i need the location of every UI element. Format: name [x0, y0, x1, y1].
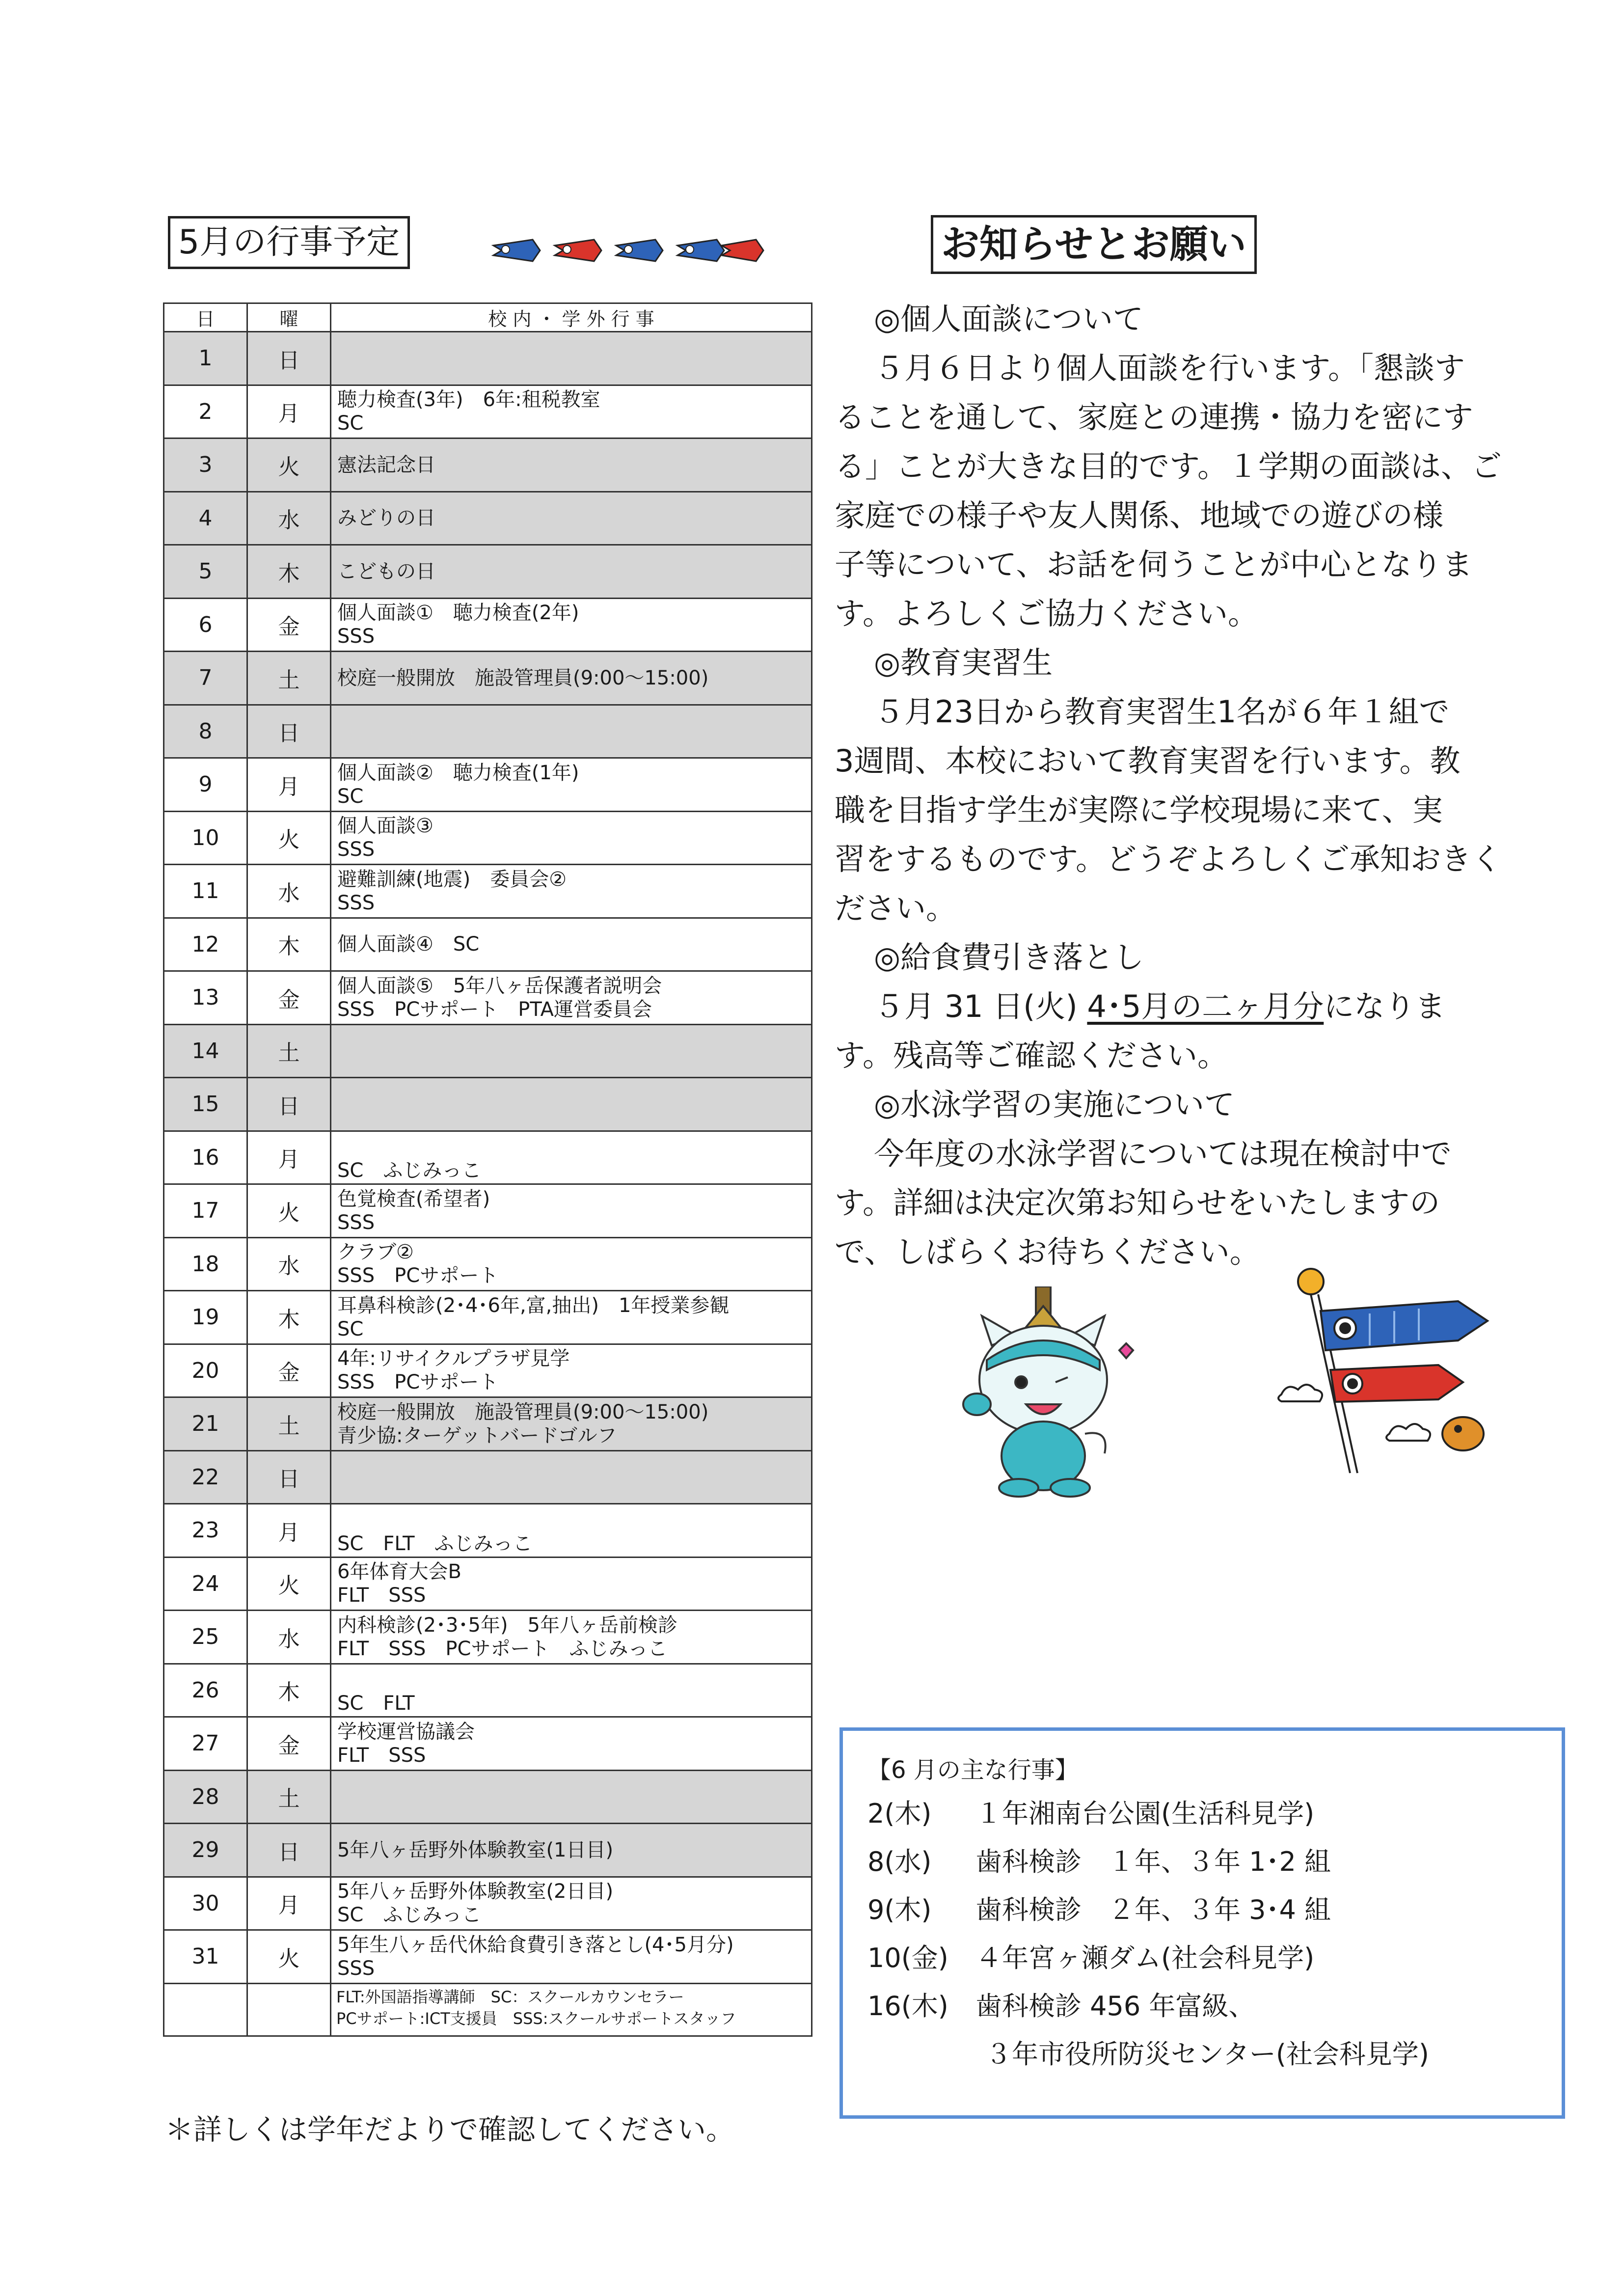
event-line: 個人面談④ SC — [337, 933, 480, 956]
weekday: 月 — [247, 1504, 331, 1558]
table-row — [164, 1237, 812, 1291]
text-line: ５月23日から教育実習生1名が６年１組で — [874, 694, 1450, 730]
weekday: 火 — [247, 1557, 331, 1611]
event-line: 4年:リサイクルプラザ見学 — [337, 1347, 570, 1370]
day-number: 23 — [164, 1504, 247, 1558]
table-row — [164, 1664, 812, 1717]
weekday: 火 — [247, 1184, 331, 1238]
event-line: FLT SSS PCサポート ふじみっこ — [337, 1637, 668, 1660]
june-event-text: ４年宮ヶ瀬ダム(社会科見学) — [975, 1942, 1315, 1973]
day-number: 5 — [164, 545, 247, 599]
event-cell — [331, 1824, 812, 1877]
event-line: FLT SSS — [337, 1744, 426, 1767]
event-line: SSS PCサポート — [337, 1371, 499, 1394]
table-row — [164, 1770, 812, 1824]
table-row — [164, 1557, 812, 1611]
weekday: 金 — [247, 1344, 331, 1397]
table-row — [164, 758, 812, 812]
weekday: 木 — [247, 1664, 331, 1717]
day-number: 2 — [164, 385, 247, 438]
event-cell — [331, 1131, 812, 1184]
event-line: SSS — [337, 891, 375, 914]
event-cell — [331, 1877, 812, 1930]
event-line: 個人面談③ — [337, 815, 433, 838]
event-cell — [331, 1504, 812, 1558]
weekday: 水 — [247, 865, 331, 918]
day-number: 28 — [164, 1770, 247, 1824]
event-line: SC — [337, 412, 364, 435]
table-row — [164, 1291, 812, 1344]
event-line: 学校運営協議会 — [337, 1720, 475, 1743]
table-row — [164, 1611, 812, 1664]
table-row — [164, 545, 812, 599]
legend-line: FLT:外国語指導講師 SC：スクールカウンセラー — [336, 1987, 684, 2006]
event-cell — [331, 492, 812, 545]
koinobori-illustration-icon — [1272, 1267, 1527, 1512]
notice-paragraph-student-teacher — [835, 687, 1502, 933]
text-line: す。よろしくご協力ください。 — [835, 596, 1259, 631]
schedule-rows — [164, 332, 812, 2036]
notice-heading-interview: ◎個人面談について — [874, 301, 1143, 337]
event-cell — [331, 1770, 812, 1824]
day-number: 27 — [164, 1717, 247, 1771]
day-number: 1 — [164, 332, 247, 385]
day-number: 7 — [164, 652, 247, 705]
text-line: ることを通して、家庭との連携・協力を密にす — [835, 399, 1473, 435]
event-line: 個人面談② 聴力検査(1年) — [337, 761, 579, 784]
text-line: ５月６日より個人面談を行います。「懇談す — [874, 350, 1465, 386]
notice-paragraph-lunch-fee — [835, 982, 1492, 1080]
weekday: 金 — [247, 598, 331, 652]
text-line: 子等について、お話を伺うことが中心となりま — [835, 547, 1473, 582]
table-row — [164, 1024, 812, 1078]
weekday: 土 — [247, 1770, 331, 1824]
event-cell — [331, 1397, 812, 1451]
june-event-text: 歯科検診 ２年、３年 3･4 組 — [975, 1894, 1331, 1925]
day-number: 26 — [164, 1664, 247, 1717]
event-cell — [331, 1611, 812, 1664]
event-cell — [331, 385, 812, 438]
event-line: 6年体育大会B — [337, 1560, 461, 1584]
text-span: ５月 31 日(火) — [874, 988, 1087, 1024]
table-row — [164, 705, 812, 758]
calendar-title: 5月の行事予定 — [168, 216, 410, 269]
table-row — [164, 492, 812, 545]
table-row — [164, 385, 812, 438]
event-line: クラブ② — [337, 1241, 414, 1264]
text-span: になりま — [1324, 988, 1446, 1024]
legend-row — [164, 1983, 812, 2036]
weekday: 月 — [247, 758, 331, 812]
june-event-continuation: ３年市役所防災センター(社会科見学) — [985, 2039, 1429, 2070]
event-line: SC ふじみっこ — [337, 1904, 482, 1927]
event-line: 個人面談⑤ 5年八ヶ岳保護者説明会 — [337, 974, 662, 997]
event-cell — [331, 705, 812, 758]
koinobori-strip-icon — [491, 231, 766, 270]
weekday: 土 — [247, 652, 331, 705]
table-row — [164, 1450, 812, 1504]
day-number: 10 — [164, 811, 247, 865]
legend-blank — [247, 1983, 331, 2036]
event-line: SC — [337, 1317, 364, 1340]
event-line: 避難訓練(地震) 委員会② — [337, 868, 567, 891]
text-line: 今年度の水泳学習については現在検討中で — [874, 1136, 1452, 1172]
table-row — [164, 1131, 812, 1184]
day-number: 30 — [164, 1877, 247, 1930]
weekday: 日 — [247, 1450, 331, 1504]
event-line: SC ふじみっこ — [337, 1159, 482, 1182]
june-events-box — [839, 1727, 1565, 2119]
event-line: SSS PCサポート PTA運営委員会 — [337, 998, 652, 1021]
text-line: で、しばらくお待ちください。 — [835, 1234, 1260, 1270]
table-row — [164, 1930, 812, 1984]
notice-paragraph-interview — [835, 344, 1502, 638]
event-cell — [331, 1557, 812, 1611]
june-events-title: 【6 月の主な行事】 — [867, 1756, 1079, 1784]
event-line: 個人面談① 聴力検査(2年) — [337, 601, 579, 625]
weekday: 月 — [247, 1877, 331, 1930]
event-cell — [331, 865, 812, 918]
june-event-item — [867, 1790, 1542, 1838]
day-number: 22 — [164, 1450, 247, 1504]
legend-blank — [164, 1983, 247, 2036]
text-line: ださい。 — [835, 890, 957, 926]
text-line: る」ことが大きな目的です。１学期の面談は、ご — [835, 448, 1502, 484]
weekday: 月 — [247, 1131, 331, 1184]
event-line: 5年八ヶ岳野外体験教室(2日目) — [337, 1880, 614, 1903]
june-event-text: 歯科検診 456 年富級、 — [975, 1991, 1255, 2022]
event-line: SSS — [337, 838, 375, 861]
event-line: みどりの日 — [337, 507, 435, 530]
may-schedule-table — [163, 302, 812, 2037]
table-row — [164, 652, 812, 705]
table-row — [164, 918, 812, 971]
weekday: 金 — [247, 971, 331, 1025]
event-cell — [331, 545, 812, 599]
weekday: 火 — [247, 811, 331, 865]
footnote: ＊詳しくは学年だよりで確認してください。 — [165, 2113, 735, 2146]
day-number: 17 — [164, 1184, 247, 1238]
june-event-date: 10(金) — [867, 1942, 948, 1973]
text-line: 3週間、本校において教育実習を行います。教 — [835, 743, 1461, 779]
day-number: 14 — [164, 1024, 247, 1078]
day-number: 31 — [164, 1930, 247, 1984]
day-number: 16 — [164, 1131, 247, 1184]
table-row — [164, 1344, 812, 1397]
day-number: 24 — [164, 1557, 247, 1611]
table-row — [164, 598, 812, 652]
col-header-events: 校 内 ・ 学 外 行 事 — [331, 303, 812, 332]
event-cell — [331, 1450, 812, 1504]
table-row — [164, 865, 812, 918]
weekday: 火 — [247, 438, 331, 492]
weekday: 月 — [247, 385, 331, 438]
june-event-date: 2(木) — [867, 1798, 932, 1829]
day-number: 3 — [164, 438, 247, 492]
table-row — [164, 438, 812, 492]
day-number: 13 — [164, 971, 247, 1025]
june-event-item — [867, 1934, 1542, 1982]
event-cell — [331, 1237, 812, 1291]
event-cell — [331, 971, 812, 1025]
event-line: 校庭一般開放 施設管理員(9:00～15:00) — [337, 1400, 709, 1423]
day-number: 8 — [164, 705, 247, 758]
event-line: 耳鼻科検診(2･4･6年,富,抽出) 1年授業参観 — [337, 1294, 730, 1317]
text-line: す。詳細は決定次第お知らせをいたしますの — [835, 1185, 1440, 1221]
event-cell — [331, 811, 812, 865]
june-event-date: 9(木) — [867, 1894, 932, 1925]
event-line: SC FLT — [337, 1692, 415, 1715]
legend-line: PCサポート:ICT支援員 SSS:スクールサポートスタッフ — [336, 2009, 736, 2028]
event-cell — [331, 652, 812, 705]
day-number: 29 — [164, 1824, 247, 1877]
event-cell — [331, 1291, 812, 1344]
table-row — [164, 332, 812, 385]
event-line: 校庭一般開放 施設管理員(9:00～15:00) — [337, 666, 709, 689]
event-cell — [331, 598, 812, 652]
col-header-day: 日 — [164, 303, 247, 332]
day-number: 6 — [164, 598, 247, 652]
event-cell — [331, 1078, 812, 1131]
event-line: FLT SSS — [337, 1584, 426, 1607]
table-row — [164, 1877, 812, 1930]
table-row — [164, 1397, 812, 1451]
table-row — [164, 1184, 812, 1238]
june-event-item — [867, 1982, 1542, 2030]
weekday: 木 — [247, 1291, 331, 1344]
event-line: 青少協:ターゲットバードゴルフ — [337, 1424, 617, 1447]
notice-heading-swimming: ◎水泳学習の実施について — [874, 1087, 1235, 1122]
text-line: 習をするものです。どうぞよろしくご承知おきく — [835, 841, 1502, 877]
weekday: 木 — [247, 545, 331, 599]
weekday: 金 — [247, 1717, 331, 1771]
june-event-text: 歯科検診 １年、３年 1･2 組 — [975, 1846, 1331, 1877]
text-line: す。残高等ご確認ください。 — [835, 1038, 1228, 1073]
underlined-text: 4･5月の二ヶ月分 — [1087, 988, 1324, 1024]
june-event-date: 16(木) — [867, 1991, 948, 2022]
day-number: 4 — [164, 492, 247, 545]
event-line: こどもの日 — [337, 560, 435, 583]
mascot-character-icon — [962, 1286, 1173, 1498]
table-row — [164, 1717, 812, 1771]
event-cell — [331, 332, 812, 385]
weekday: 火 — [247, 1930, 331, 1984]
event-line: 5年生八ヶ岳代休給食費引き落とし(4･5月分) — [337, 1933, 734, 1956]
event-line: SSS — [337, 1957, 375, 1980]
event-cell — [331, 1717, 812, 1771]
event-line: SSS — [337, 625, 375, 648]
weekday: 水 — [247, 1611, 331, 1664]
day-number: 11 — [164, 865, 247, 918]
text-line — [835, 982, 1492, 1031]
day-number: 12 — [164, 918, 247, 971]
table-row — [164, 1078, 812, 1131]
table-row — [164, 811, 812, 865]
abbreviation-legend — [331, 1983, 812, 2036]
event-cell — [331, 758, 812, 812]
event-cell — [331, 918, 812, 971]
event-line: SC FLT ふじみっこ — [337, 1532, 533, 1555]
event-cell — [331, 438, 812, 492]
table-row — [164, 1824, 812, 1877]
event-cell — [331, 1184, 812, 1238]
notices-section — [835, 295, 1502, 1277]
event-line: 内科検診(2･3･5年) 5年八ヶ岳前検診 — [337, 1613, 678, 1637]
notice-heading-student-teacher: ◎教育実習生 — [874, 645, 1053, 681]
weekday: 日 — [247, 1078, 331, 1131]
col-header-weekday: 曜 — [247, 303, 331, 332]
notices-title: お知らせとお願い — [931, 215, 1257, 274]
event-cell — [331, 1024, 812, 1078]
june-event-date: 8(水) — [867, 1846, 932, 1877]
june-event-item — [867, 1886, 1542, 1934]
text-line: 家庭での様子や友人関係、地域での遊びの様 — [835, 497, 1444, 533]
event-cell — [331, 1930, 812, 1984]
day-number: 9 — [164, 758, 247, 812]
weekday: 水 — [247, 492, 331, 545]
weekday: 水 — [247, 1237, 331, 1291]
event-line: SC — [337, 785, 364, 808]
event-line: SSS PCサポート — [337, 1264, 499, 1287]
event-line: 5年八ヶ岳野外体験教室(1日目) — [337, 1838, 614, 1861]
weekday: 日 — [247, 332, 331, 385]
text-line: 職を目指す学生が実際に学校現場に来て、実 — [835, 792, 1443, 828]
day-number: 19 — [164, 1291, 247, 1344]
june-events-list — [867, 1790, 1542, 2030]
event-line: 聴力検査(3年) 6年:租税教室 — [337, 388, 600, 411]
weekday: 木 — [247, 918, 331, 971]
notice-paragraph-swimming — [835, 1129, 1492, 1277]
table-row — [164, 971, 812, 1025]
event-line: 憲法記念日 — [337, 453, 435, 476]
table-row — [164, 1504, 812, 1558]
event-cell — [331, 1664, 812, 1717]
weekday: 日 — [247, 705, 331, 758]
weekday: 土 — [247, 1397, 331, 1451]
day-number: 18 — [164, 1237, 247, 1291]
day-number: 25 — [164, 1611, 247, 1664]
event-line: 色覚検査(希望者) — [337, 1187, 490, 1210]
day-number: 21 — [164, 1397, 247, 1451]
event-cell — [331, 1344, 812, 1397]
weekday: 土 — [247, 1024, 331, 1078]
weekday: 日 — [247, 1824, 331, 1877]
notice-heading-lunch-fee: ◎給食費引き落とし — [874, 939, 1144, 975]
june-event-text: １年湘南台公園(生活科見学) — [975, 1798, 1315, 1829]
day-number: 15 — [164, 1078, 247, 1131]
day-number: 20 — [164, 1344, 247, 1397]
event-line: SSS — [337, 1211, 375, 1234]
june-event-item — [867, 1838, 1542, 1886]
